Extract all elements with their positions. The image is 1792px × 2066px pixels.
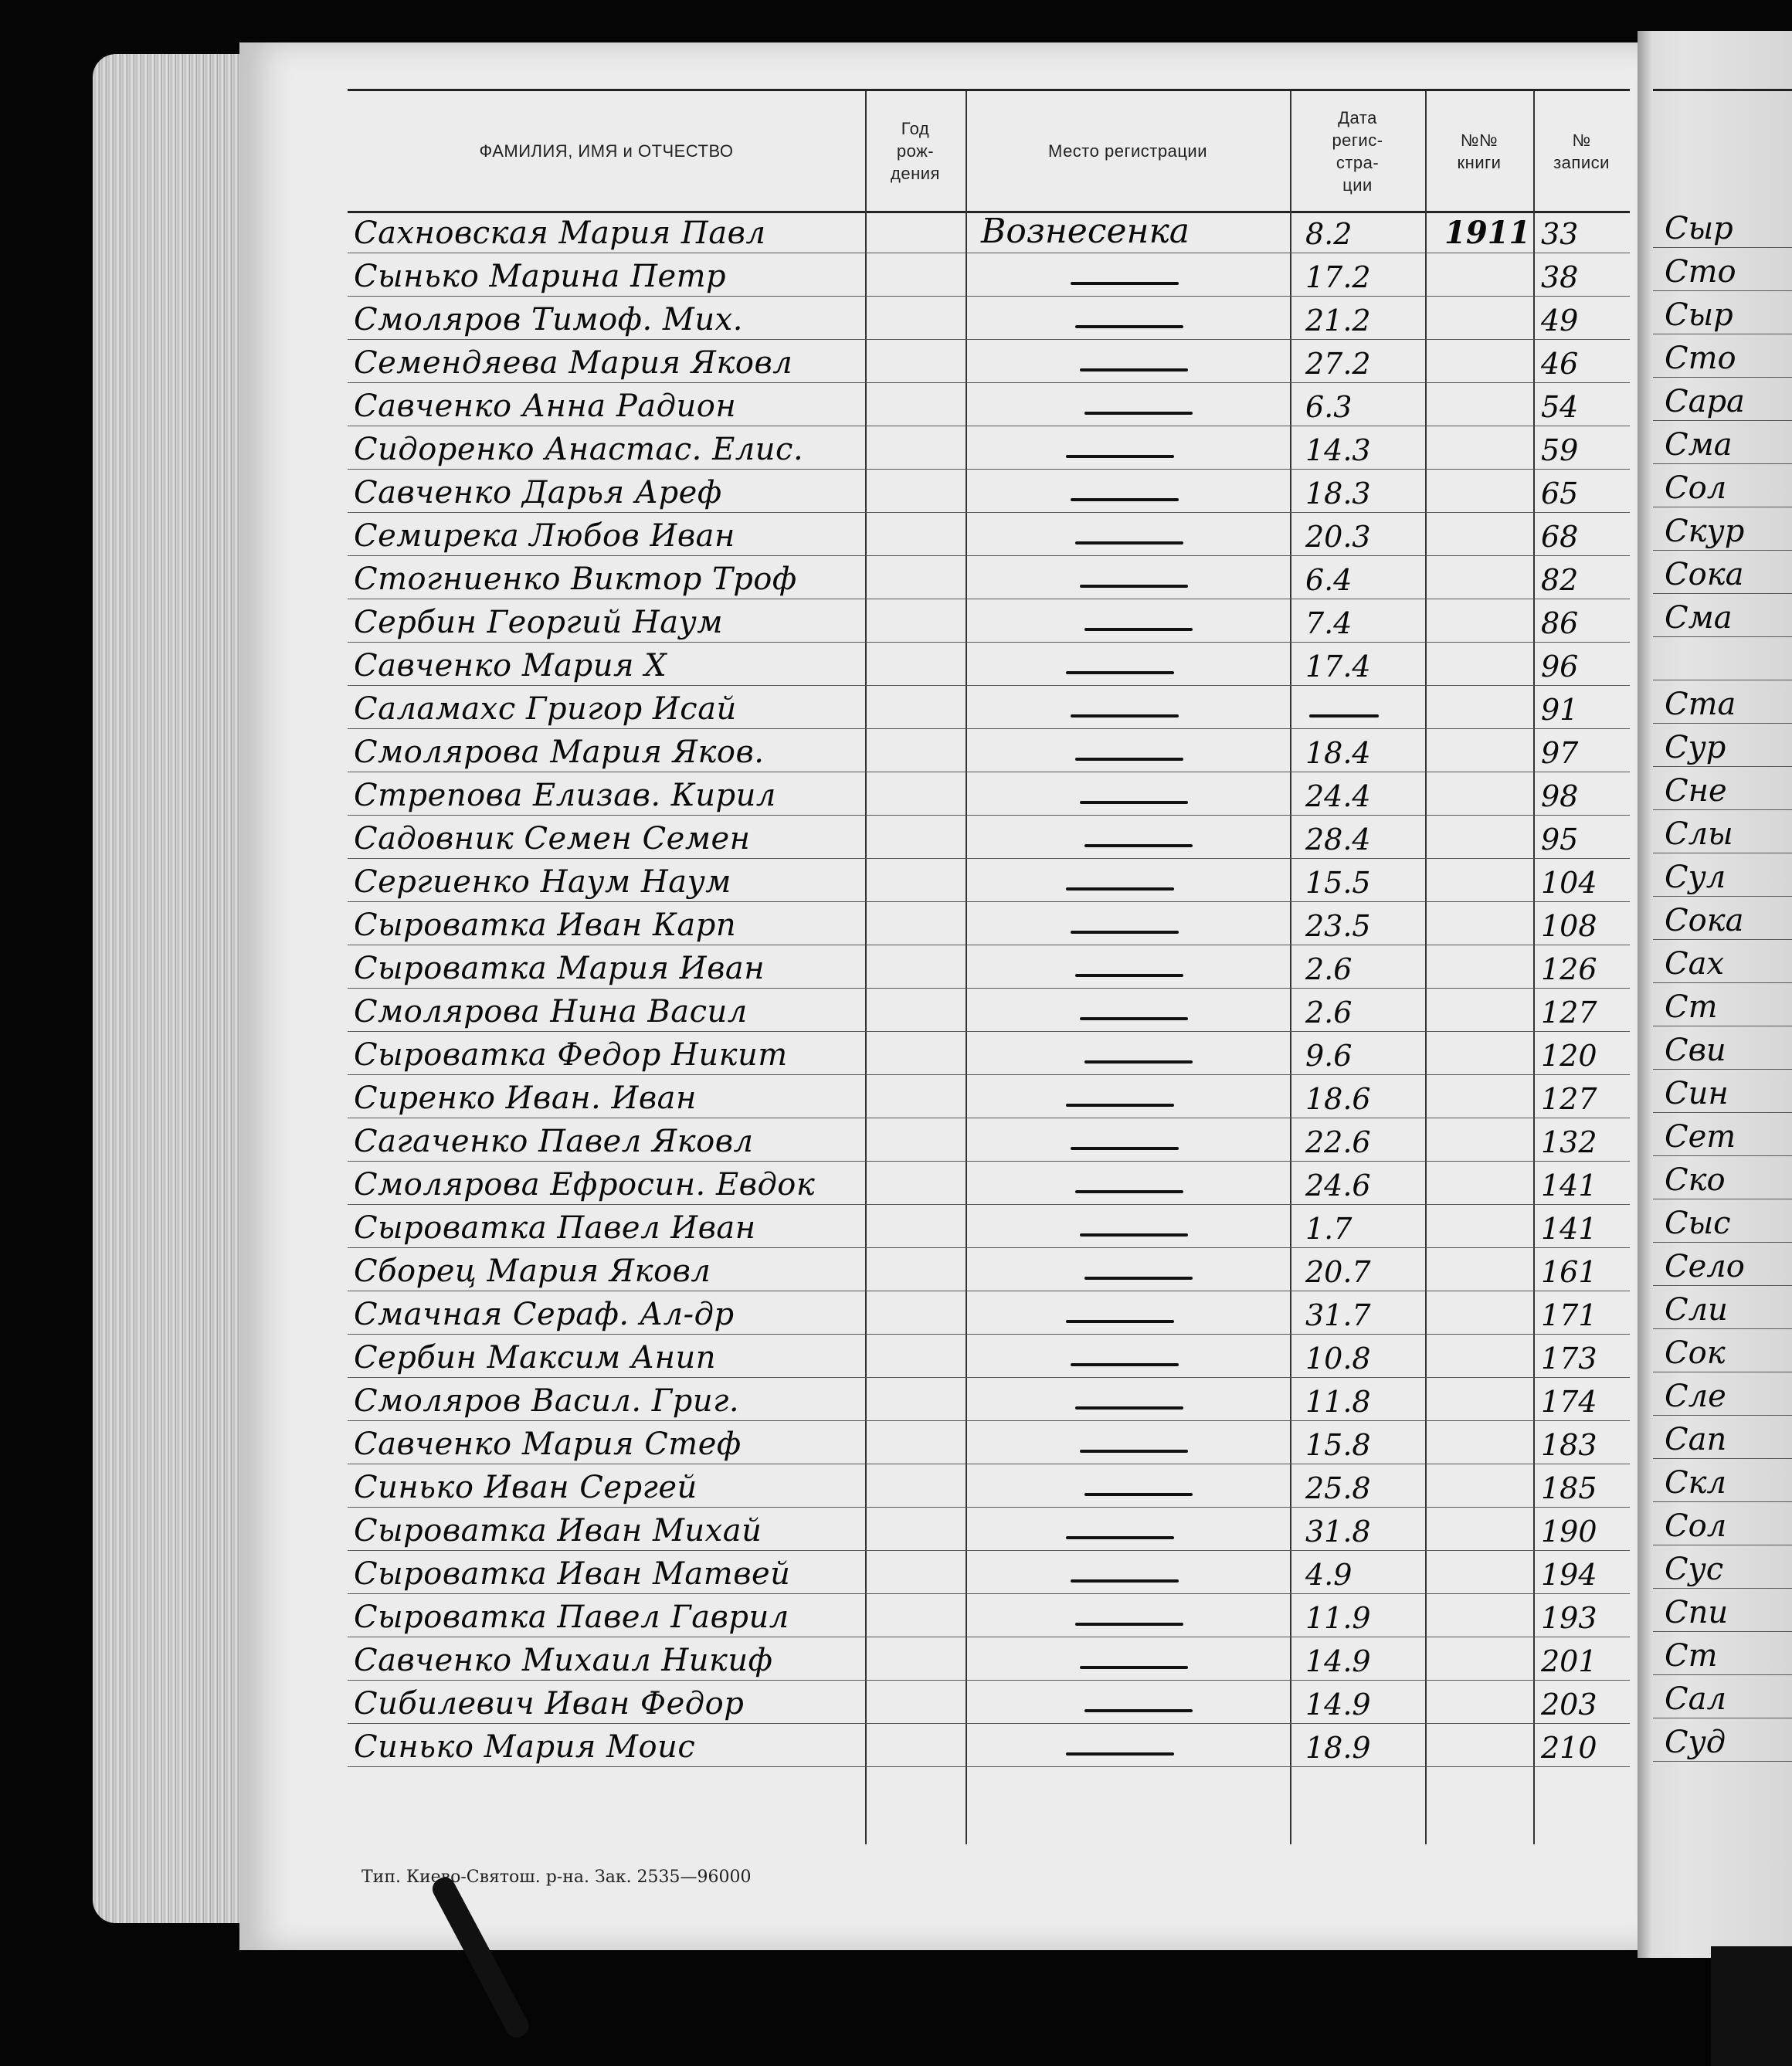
scanner-clip: [1711, 1946, 1792, 2066]
adjacent-entry: Сул: [1665, 860, 1726, 895]
record-number: 173: [1541, 1342, 1597, 1376]
registration-date: 18.6: [1305, 1082, 1371, 1116]
person-name: Сынько Марина Петр: [354, 259, 727, 294]
person-name: Сыроватка Павел Иван: [354, 1210, 756, 1246]
ditto-mark: [1084, 1277, 1193, 1280]
person-name: Смолярова Мария Яков.: [354, 734, 765, 770]
registration-date: 6.4: [1305, 563, 1352, 597]
registration-date: 25.8: [1305, 1471, 1371, 1505]
adjacent-entry: Ско: [1665, 1162, 1726, 1198]
adjacent-entry: Сах: [1665, 946, 1725, 982]
header-book: №№ книги: [1457, 130, 1502, 172]
adjacent-row-line: [1653, 1501, 1792, 1502]
table-row: [348, 1681, 1630, 1724]
ditto-mark: [1084, 1709, 1193, 1712]
table-row: [348, 1162, 1630, 1205]
person-name: Савченко Дарья Ареф: [354, 475, 722, 511]
table-row: [348, 686, 1630, 729]
record-number: 82: [1541, 563, 1579, 597]
table-row: [348, 1551, 1630, 1594]
record-number: 127: [1541, 1082, 1597, 1116]
adjacent-entry: Сап: [1665, 1422, 1727, 1457]
record-number: 38: [1541, 260, 1579, 294]
person-name: Садовник Семен Семен: [354, 821, 751, 857]
registration-date: 7.4: [1305, 606, 1352, 640]
table-row: [348, 210, 1630, 253]
registration-date: 14.9: [1305, 1688, 1371, 1722]
person-name: Савченко Михаил Никиф: [354, 1643, 773, 1678]
person-name: Сыроватка Иван Михай: [354, 1513, 762, 1549]
person-name: Сидоренко Анастас. Елис.: [354, 432, 804, 467]
adjacent-entry: Сара: [1665, 384, 1745, 419]
person-name: Сыроватка Федор Никит: [354, 1037, 788, 1073]
record-number: 127: [1541, 996, 1597, 1030]
ditto-mark: [1071, 498, 1179, 501]
table-row: [348, 1637, 1630, 1681]
table-row: [348, 426, 1630, 470]
adjacent-entry: Ст: [1665, 989, 1718, 1025]
adjacent-entry: Сви: [1665, 1033, 1726, 1068]
registration-date: 18.9: [1305, 1731, 1371, 1765]
person-name: Саламахс Григор Исай: [354, 691, 737, 727]
person-name: Сербин Георгий Наум: [354, 605, 724, 640]
adjacent-page-header-line: [1653, 89, 1792, 91]
registration-date: 20.3: [1305, 520, 1371, 554]
person-name: Стогниенко Виктор Троф: [354, 561, 797, 597]
ditto-mark: [1080, 1233, 1188, 1237]
ditto-mark: [1084, 844, 1193, 847]
record-number: 68: [1541, 520, 1579, 554]
record-number: 190: [1541, 1515, 1597, 1549]
ditto-mark: [1080, 368, 1188, 371]
table-row: [348, 902, 1630, 945]
ditto-mark: [1075, 1623, 1183, 1626]
date-ditto-mark: [1309, 714, 1379, 718]
table-row: [348, 1205, 1630, 1248]
record-number: 203: [1541, 1688, 1597, 1722]
table-row: [348, 643, 1630, 686]
adjacent-row-line: [1653, 1761, 1792, 1762]
ditto-mark: [1084, 412, 1193, 415]
adjacent-row-line: [1653, 939, 1792, 940]
registration-date: 21.2: [1305, 304, 1371, 338]
registration-date: 15.5: [1305, 866, 1371, 900]
registration-date: 18.4: [1305, 736, 1371, 770]
table-row: [348, 470, 1630, 513]
person-name: Смачная Сераф. Ал-др: [354, 1297, 735, 1332]
registration-date: 24.4: [1305, 779, 1371, 813]
registration-place: Вознесенка: [981, 212, 1190, 251]
registration-date: 4.9: [1305, 1558, 1352, 1592]
adjacent-entry: Сыс: [1665, 1206, 1731, 1241]
ditto-mark: [1075, 1190, 1183, 1193]
registration-date: 1.7: [1305, 1212, 1352, 1246]
record-number: 126: [1541, 952, 1597, 986]
adjacent-row-line: [1653, 723, 1792, 724]
table-row: [348, 599, 1630, 643]
ditto-mark: [1071, 714, 1179, 718]
registration-date: 18.3: [1305, 477, 1371, 511]
adjacent-row-line: [1653, 1328, 1792, 1329]
adjacent-entry: Сто: [1665, 341, 1736, 376]
table-row: [348, 772, 1630, 816]
ditto-mark: [1066, 455, 1174, 458]
registration-date: 6.3: [1305, 390, 1352, 424]
person-name: Семендяева Мария Яковл: [354, 345, 793, 381]
table-row: [348, 729, 1630, 772]
record-number: 33: [1541, 217, 1579, 251]
record-number: 108: [1541, 909, 1597, 943]
registration-date: 11.8: [1305, 1385, 1371, 1419]
adjacent-row-line: [1653, 1631, 1792, 1632]
header-date: Дата регис- стра- ции: [1332, 107, 1383, 195]
record-number: 194: [1541, 1558, 1597, 1592]
record-number: 132: [1541, 1125, 1597, 1159]
adjacent-entry: Сока: [1665, 557, 1744, 592]
adjacent-entry: Сма: [1665, 427, 1733, 463]
person-name: Сагаченко Павел Яковл: [354, 1124, 754, 1159]
table-row: [348, 556, 1630, 599]
table-header: [348, 89, 1630, 213]
table-row: [348, 1075, 1630, 1118]
record-number: 174: [1541, 1385, 1597, 1419]
table-row: [348, 253, 1630, 297]
adjacent-entry: Син: [1665, 1076, 1729, 1111]
record-number: 120: [1541, 1039, 1597, 1073]
record-number: 161: [1541, 1255, 1597, 1289]
person-name: Смоляров Тимоф. Мих.: [354, 302, 743, 338]
ditto-mark: [1075, 758, 1183, 761]
ditto-mark: [1080, 585, 1188, 588]
adjacent-row-line: [1653, 636, 1792, 637]
ditto-mark: [1075, 541, 1183, 544]
record-number: 210: [1541, 1731, 1597, 1765]
record-number: 95: [1541, 823, 1579, 857]
record-number: 171: [1541, 1298, 1597, 1332]
adjacent-entry: Сет: [1665, 1119, 1736, 1155]
adjacent-entry: Сок: [1665, 1335, 1726, 1371]
table-row: [348, 1724, 1630, 1767]
registration-date: 14.3: [1305, 433, 1371, 467]
record-number: 46: [1541, 347, 1579, 381]
person-name: Стрепова Елизав. Кирил: [354, 778, 776, 813]
adjacent-entry: Сыр: [1665, 297, 1733, 333]
adjacent-entry: Слы: [1665, 816, 1733, 852]
ditto-mark: [1075, 1406, 1183, 1410]
record-number: 201: [1541, 1644, 1597, 1678]
registration-date: 22.6: [1305, 1125, 1371, 1159]
ditto-mark: [1084, 628, 1193, 631]
registration-date: 17.4: [1305, 650, 1371, 684]
adjacent-entry: Сал: [1665, 1681, 1726, 1717]
ditto-mark: [1084, 1493, 1193, 1496]
adjacent-page-column: [1653, 205, 1792, 1865]
person-name: Савченко Мария Х: [354, 648, 667, 684]
record-number: 96: [1541, 650, 1579, 684]
table-row: [348, 945, 1630, 989]
ditto-mark: [1080, 1017, 1188, 1020]
person-name: Сибилевич Иван Федор: [354, 1686, 745, 1722]
adjacent-entry: Сур: [1665, 730, 1726, 765]
adjacent-row-line: [1653, 550, 1792, 551]
table-row: [348, 1248, 1630, 1291]
adjacent-entry: Сус: [1665, 1552, 1724, 1587]
person-name: Сыроватка Иван Матвей: [354, 1556, 791, 1592]
header-birth-year: Год рож- дения: [891, 119, 940, 183]
table-row: [348, 859, 1630, 902]
person-name: Синько Иван Сергей: [354, 1470, 697, 1505]
record-number: 98: [1541, 779, 1579, 813]
registration-date: 9.6: [1305, 1039, 1352, 1073]
record-number: 183: [1541, 1428, 1597, 1462]
record-number: 65: [1541, 477, 1579, 511]
table-row: [348, 340, 1630, 383]
ditto-mark: [1075, 325, 1183, 328]
adjacent-entry: Сма: [1665, 600, 1733, 636]
adjacent-row-line: [1653, 247, 1792, 248]
adjacent-row-line: [1653, 1242, 1792, 1243]
ditto-mark: [1066, 671, 1174, 674]
header-place: Место регистрации: [1048, 141, 1207, 161]
adjacent-entry: Ста: [1665, 687, 1736, 722]
adjacent-entry: Сыр: [1665, 211, 1733, 246]
registration-date: 2.6: [1305, 952, 1352, 986]
ditto-mark: [1066, 1320, 1174, 1323]
adjacent-row-line: [1653, 809, 1792, 810]
person-name: Сыроватка Мария Иван: [354, 951, 765, 986]
record-number: 54: [1541, 390, 1579, 424]
registration-date: 8.2: [1305, 217, 1352, 251]
table-row: [348, 1335, 1630, 1378]
person-name: Сахновская Мария Павл: [354, 215, 766, 251]
registration-date: 24.6: [1305, 1169, 1371, 1203]
person-name: Семирека Любов Иван: [354, 518, 735, 554]
adjacent-row-line: [1653, 896, 1792, 897]
ditto-mark: [1071, 931, 1179, 934]
adjacent-row-line: [1653, 593, 1792, 594]
registration-date: 20.7: [1305, 1255, 1371, 1289]
ditto-mark: [1071, 282, 1179, 285]
registration-date: 14.9: [1305, 1644, 1371, 1678]
ditto-mark: [1066, 1104, 1174, 1107]
registration-date: 28.4: [1305, 823, 1371, 857]
adjacent-entry: Сне: [1665, 773, 1727, 809]
adjacent-entry: Село: [1665, 1249, 1745, 1284]
adjacent-row-line: [1653, 982, 1792, 983]
adjacent-row-line: [1653, 766, 1792, 767]
adjacent-entry: Сле: [1665, 1379, 1726, 1414]
registration-date: 17.2: [1305, 260, 1371, 294]
adjacent-row-line: [1653, 1588, 1792, 1589]
table-row: [348, 1594, 1630, 1637]
adjacent-row-line: [1653, 1415, 1792, 1416]
header-record: № записи: [1553, 130, 1610, 172]
adjacent-row-line: [1653, 1155, 1792, 1156]
registration-date: 11.9: [1305, 1601, 1371, 1635]
book-page-edges: [93, 54, 255, 1923]
person-name: Смолярова Нина Васил: [354, 994, 748, 1030]
table-row: [348, 1118, 1630, 1162]
registration-date: 27.2: [1305, 347, 1371, 381]
adjacent-entry: Сли: [1665, 1292, 1728, 1328]
registration-date: 23.5: [1305, 909, 1371, 943]
ditto-mark: [1080, 801, 1188, 804]
ditto-mark: [1071, 1579, 1179, 1583]
registration-date: 31.7: [1305, 1298, 1371, 1332]
book-number: 1911: [1444, 215, 1531, 251]
record-number: 141: [1541, 1212, 1597, 1246]
ditto-mark: [1066, 1536, 1174, 1539]
person-name: Савченко Анна Радион: [354, 388, 737, 424]
registration-date: 10.8: [1305, 1342, 1371, 1376]
adjacent-entry: Скл: [1665, 1465, 1726, 1501]
table-row: [348, 383, 1630, 426]
registration-date: 15.8: [1305, 1428, 1371, 1462]
person-name: Сыроватка Иван Карп: [354, 907, 737, 943]
table-row: [348, 816, 1630, 859]
ditto-mark: [1071, 1363, 1179, 1366]
table-row: [348, 297, 1630, 340]
record-number: 59: [1541, 433, 1579, 467]
registration-date: 2.6: [1305, 996, 1352, 1030]
person-name: Сергиенко Наум Наум: [354, 864, 731, 900]
person-name: Сиренко Иван. Иван: [354, 1080, 697, 1116]
adjacent-row-line: [1653, 1069, 1792, 1070]
ditto-mark: [1066, 887, 1174, 891]
adjacent-row-line: [1653, 1674, 1792, 1675]
ditto-mark: [1084, 1060, 1193, 1064]
adjacent-row-line: [1653, 463, 1792, 464]
adjacent-entry: Суд: [1665, 1725, 1726, 1760]
registration-date: 31.8: [1305, 1515, 1371, 1549]
ditto-mark: [1080, 1666, 1188, 1669]
adjacent-entry: Сол: [1665, 1508, 1727, 1544]
record-number: 185: [1541, 1471, 1597, 1505]
adjacent-row-line: [1653, 290, 1792, 291]
table-row: [348, 1421, 1630, 1464]
adjacent-row-line: [1653, 1112, 1792, 1113]
table-row: [348, 1291, 1630, 1335]
ditto-mark: [1066, 1752, 1174, 1756]
table-row: [348, 513, 1630, 556]
header-name: ФАМИЛИЯ, ИМЯ и ОТЧЕСТВО: [479, 141, 734, 161]
adjacent-row-line: [1653, 377, 1792, 378]
table-row: [348, 1508, 1630, 1551]
adjacent-entry: Скур: [1665, 514, 1745, 549]
record-number: 49: [1541, 304, 1579, 338]
person-name: Смолярова Ефросин. Евдок: [354, 1167, 816, 1203]
person-name: Савченко Мария Стеф: [354, 1427, 742, 1462]
person-name: Сербин Максим Анип: [354, 1340, 717, 1376]
record-number: 141: [1541, 1169, 1597, 1203]
table-row: [348, 1032, 1630, 1075]
person-name: Синько Мария Моис: [354, 1729, 696, 1765]
record-number: 86: [1541, 606, 1579, 640]
record-number: 104: [1541, 866, 1597, 900]
person-name: Смоляров Васил. Григ.: [354, 1383, 740, 1419]
adjacent-entry: Ст: [1665, 1638, 1718, 1674]
adjacent-entry: Сол: [1665, 470, 1727, 506]
ditto-mark: [1080, 1450, 1188, 1453]
adjacent-row-line: [1653, 420, 1792, 421]
adjacent-entry: Спи: [1665, 1595, 1729, 1630]
record-number: 97: [1541, 736, 1579, 770]
table-row: [348, 1378, 1630, 1421]
record-number: 193: [1541, 1601, 1597, 1635]
table-row: [348, 1464, 1630, 1508]
ditto-mark: [1075, 974, 1183, 977]
ditto-mark: [1071, 1147, 1179, 1150]
record-number: 91: [1541, 693, 1579, 727]
person-name: Сборец Мария Яковл: [354, 1254, 711, 1289]
adjacent-entry: Сто: [1665, 254, 1736, 290]
printer-imprint: Тип. Киево-Святош. р-на. Зак. 2535—96000: [361, 1868, 752, 1887]
table-row: [348, 989, 1630, 1032]
adjacent-row-line: [1653, 1458, 1792, 1459]
adjacent-row-line: [1653, 1285, 1792, 1286]
person-name: Сыроватка Павел Гаврил: [354, 1600, 789, 1635]
adjacent-entry: Сока: [1665, 903, 1744, 938]
